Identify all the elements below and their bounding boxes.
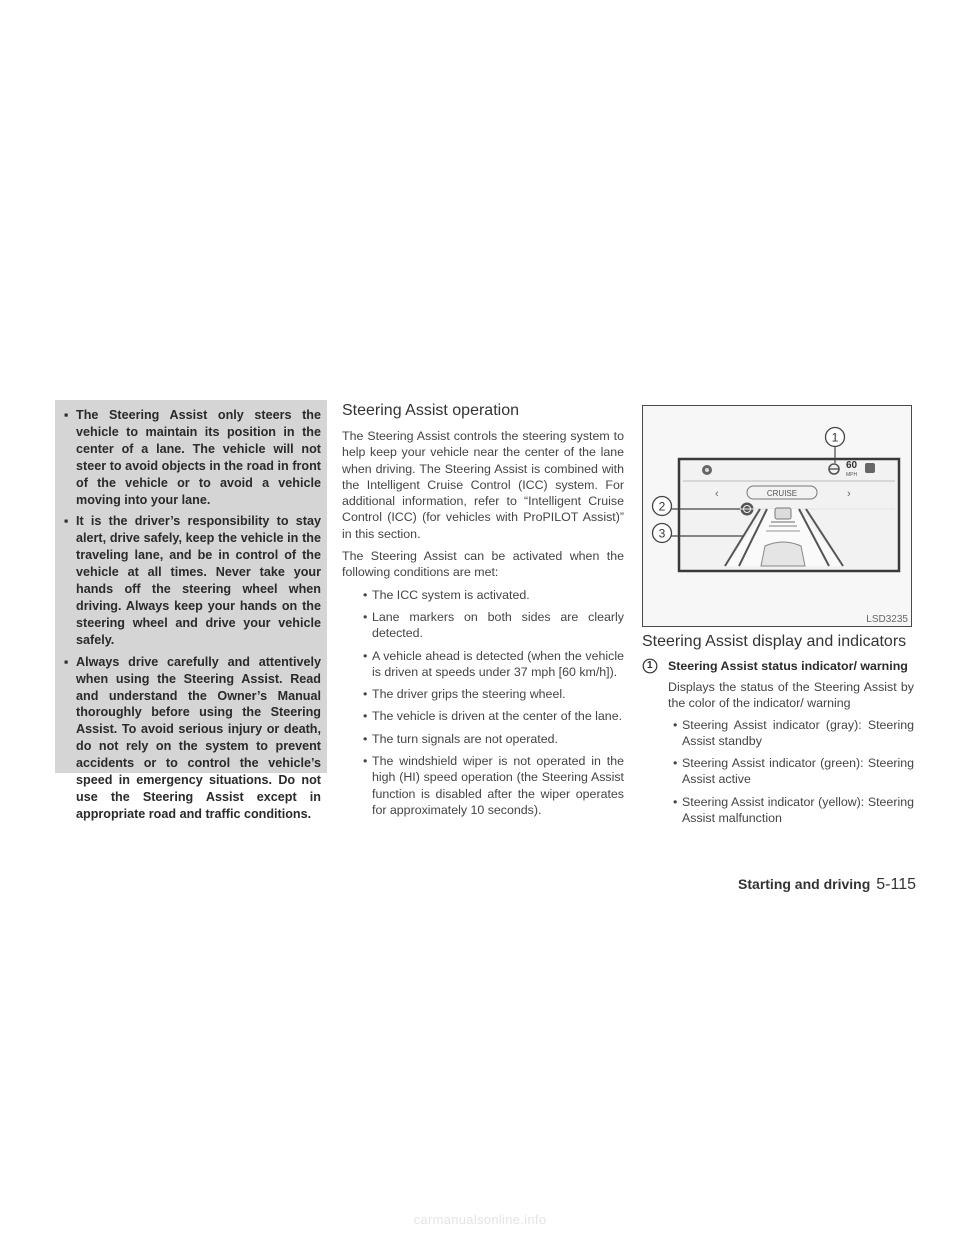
dashboard-illustration	[643, 406, 913, 628]
condition-item: • The windshield wiper is not operated in the high (HI) speed operation (the Steering Assist function is disabled after the wiper operates for approximately 10 seconds).	[363, 754, 624, 817]
lane-icon	[865, 463, 875, 473]
page-footer	[738, 876, 916, 894]
lead-vehicle	[775, 508, 791, 519]
warning-list	[61, 407, 321, 823]
arrow-right: ›	[847, 488, 851, 500]
conditions-list	[342, 587, 624, 819]
arrow-left: ‹	[715, 488, 719, 500]
own-vehicle	[761, 542, 805, 566]
callout-1: 1	[831, 430, 839, 445]
warning-item: ▪ The Steering Assist only steers the vehicle to maintain its position in the center of a lane. The vehicle will not steer to avoid objects in the road in front of the vehicle or to avoid a vehicle moving into your lane.	[64, 408, 321, 507]
indicator-states-list	[642, 717, 914, 827]
operation-intro: The Steering Assist controls the steering system to help keep your vehicle near the center of the lane when driving. The Steering Assist is combined with the Intelligent Cruise Control (ICC) system. For additional information, refer to “Intelligent Cruise Control (ICC) (for vehicles with ProPILOT Assist)” in this section.	[342, 429, 624, 541]
speed-value: 60	[846, 460, 858, 471]
watermark: carmanualsonline.info	[413, 1212, 547, 1227]
display-heading: Steering Assist display and indicators	[642, 633, 907, 650]
operation-section	[342, 400, 624, 824]
condition-item: • The ICC system is activated.	[363, 587, 530, 602]
callout-3: 3	[658, 526, 666, 541]
condition-item: • The vehicle is driven at the center of the lane.	[363, 709, 623, 724]
cruise-label: CRUISE	[766, 489, 798, 498]
conditions-intro: The Steering Assist can be activated when the following conditions are met:	[342, 549, 624, 580]
warning-box	[55, 400, 327, 821]
warning-item: ▪ It is the driver’s responsibility to stay alert, drive safely, keep the vehicle in the traveling lane, and be in control of the vehicle at all times. Never take your hands off the steering wheel when driving. Always keep your hands on the steering wheel and drive your vehicle safely.	[64, 514, 321, 647]
figure-code: LSD3235	[866, 614, 908, 625]
condition-item: • The turn signals are not operated.	[363, 731, 558, 746]
callout-2: 2	[658, 499, 666, 514]
indicator-state-item: • Steering Assist indicator (gray): Steering Assist standby	[673, 717, 914, 748]
condition-item: • The driver grips the steering wheel.	[363, 687, 566, 702]
display-section	[642, 405, 914, 832]
page-number: 5-115	[876, 876, 916, 893]
condition-item: • A vehicle ahead is detected (when the vehicle is driven at speeds under 37 mph [60 km/h]).	[363, 648, 624, 679]
indicator-state-item: • Steering Assist indicator (green): Steering Assist active	[673, 756, 914, 787]
item-1-title: 1 Steering Assist status indicator/ warning	[642, 658, 914, 674]
item-number: 1	[642, 658, 658, 675]
warning-item: ▪ Always drive carefully and attentively when using the Steering Assist. Read and understand the Owner’s Manual thoroughly before using the Steering Assist. To avoid serious injury or death, do not rely on the system to prevent accidents or to control the vehicle’s speed in emergency situations. Do not use the Steering Assist except in appropriate road and traffic conditions.	[64, 654, 321, 821]
operation-heading: Steering Assist operation	[342, 402, 519, 419]
speed-unit: MPH	[846, 472, 858, 478]
condition-item: • Lane markers on both sides are clearly detected.	[363, 609, 624, 641]
dashboard-figure	[642, 405, 912, 627]
footer-section: Starting and driving	[738, 876, 871, 892]
item-1-description: Displays the status of the Steering Assist by the color of the indicator/ warning	[668, 680, 914, 711]
indicator-state-item: • Steering Assist indicator (yellow): Steering Assist malfunction	[673, 794, 914, 826]
